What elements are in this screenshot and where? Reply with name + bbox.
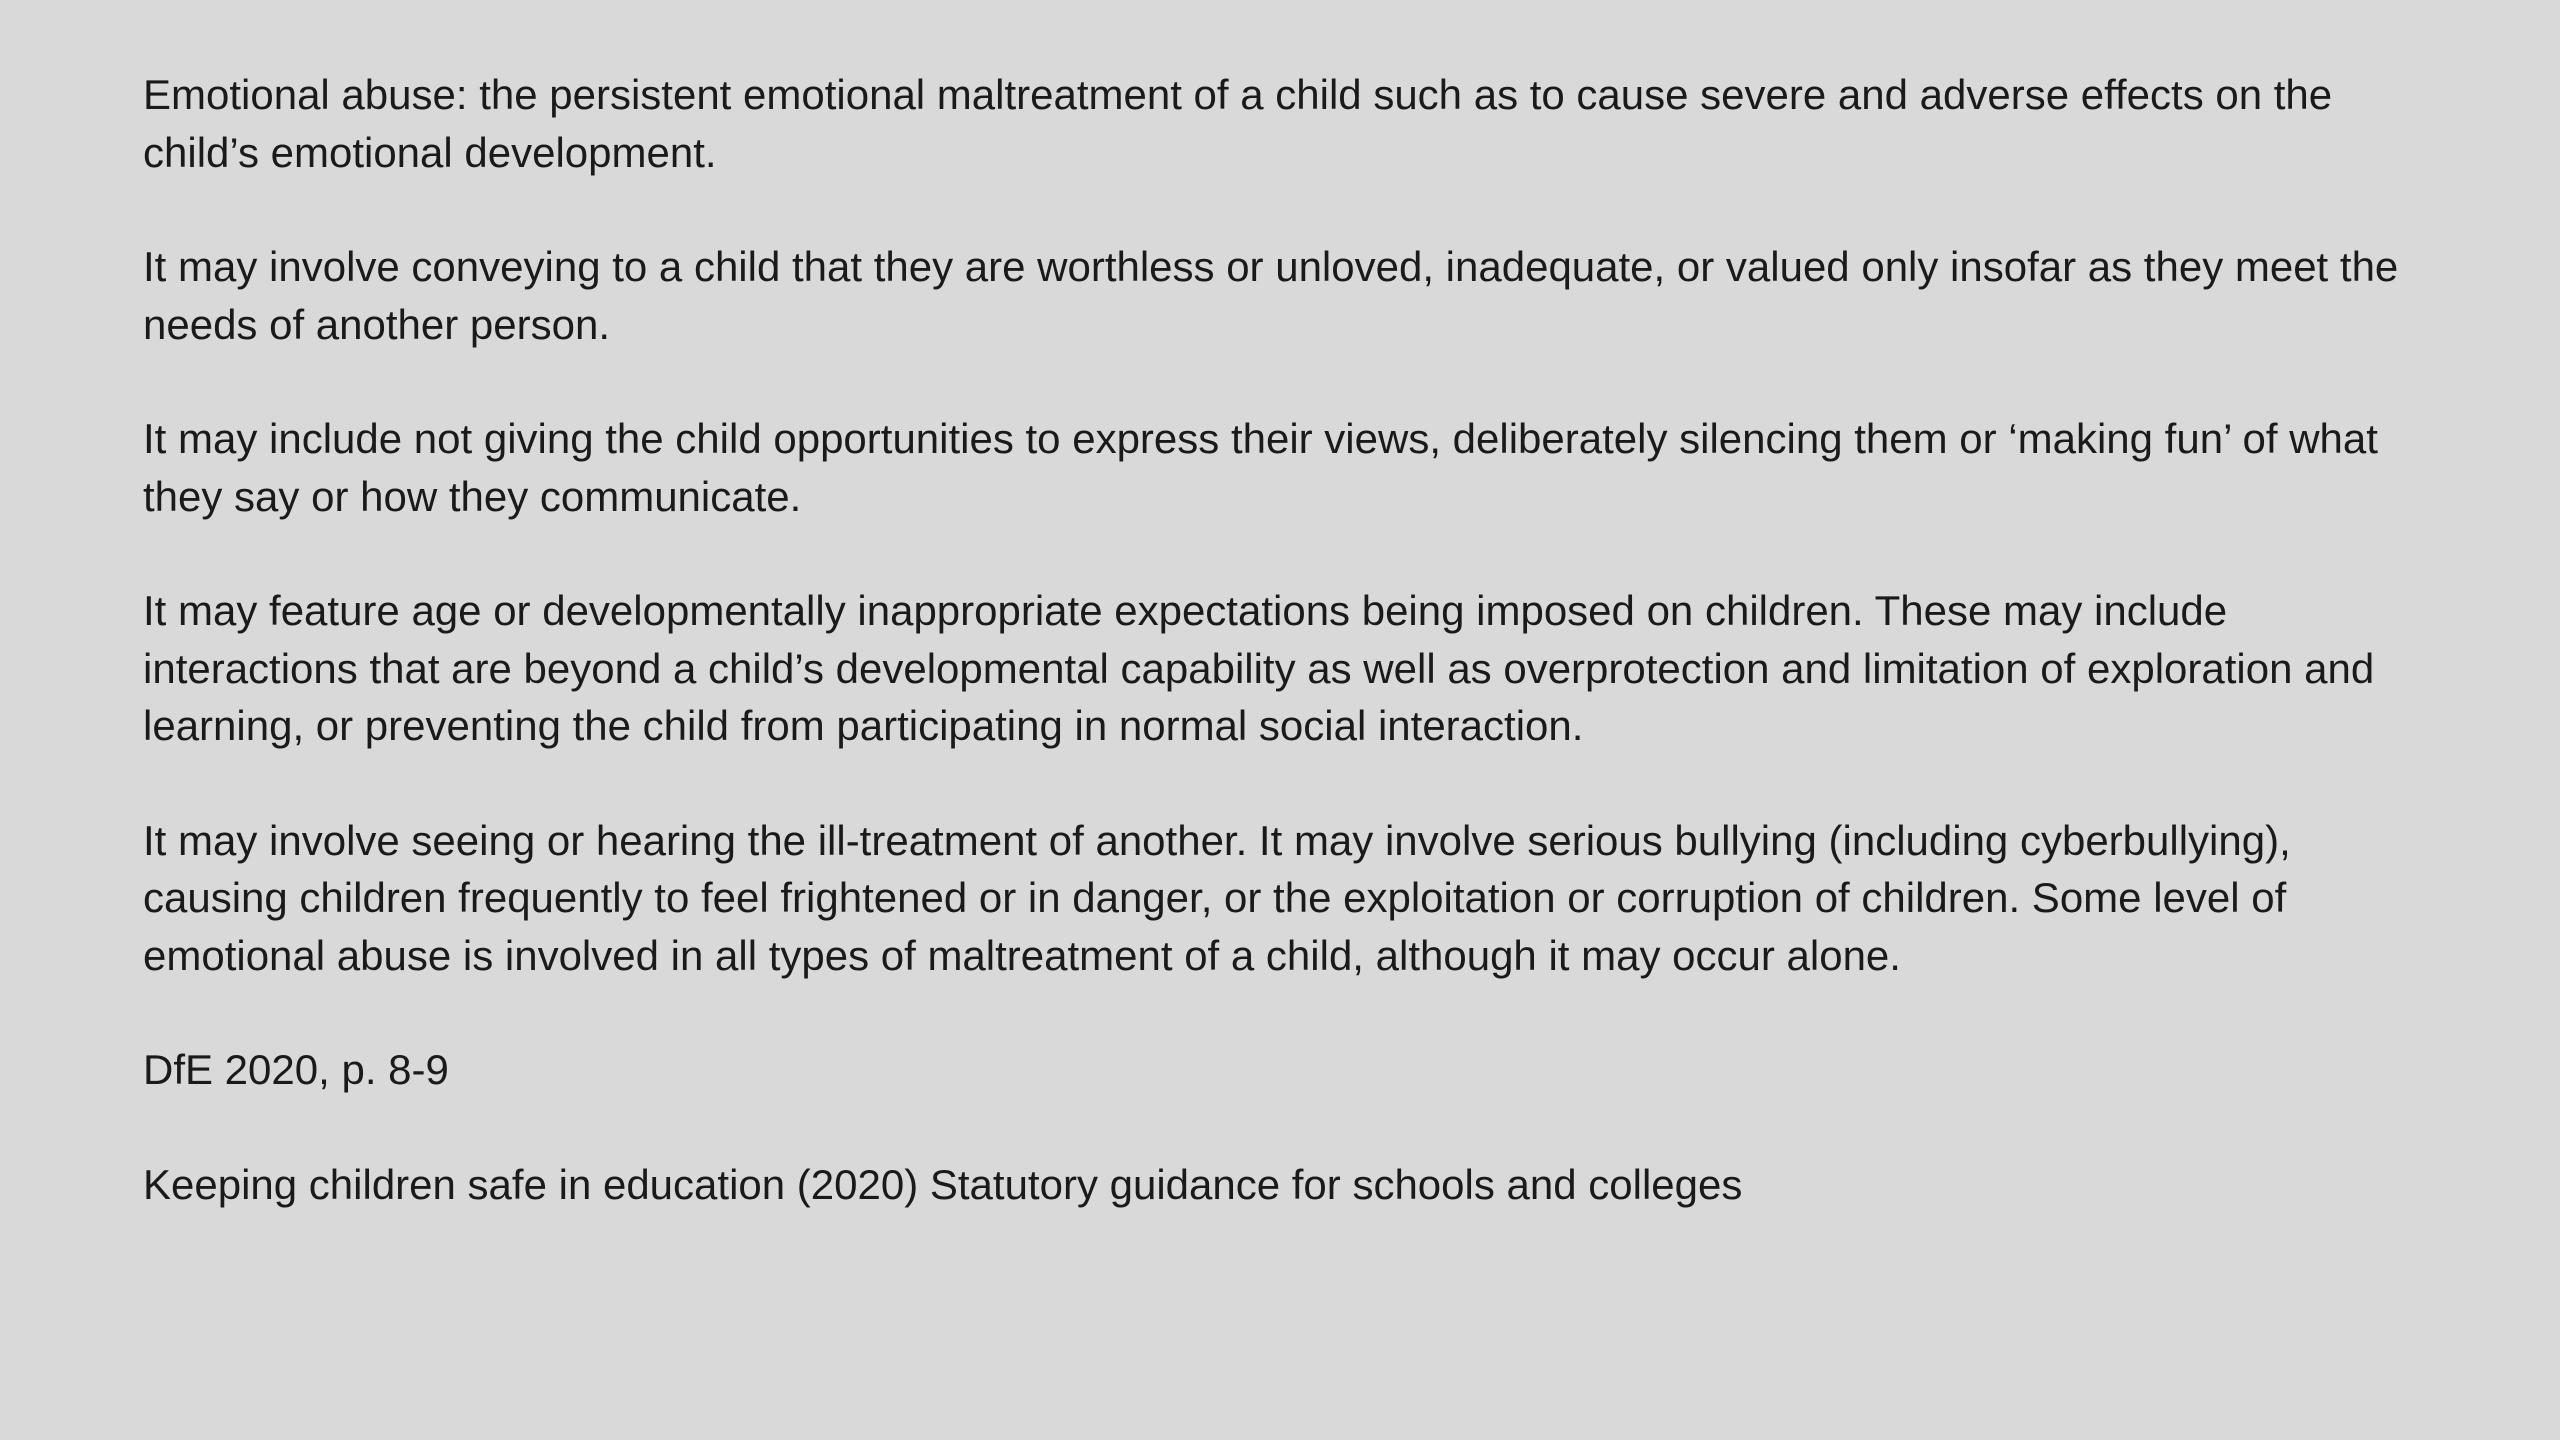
paragraph-definition: Emotional abuse: the persistent emotional maltreatment of a child such as to cause severe and adverse effects on the child’s emotional development. xyxy=(143,71,2333,176)
paragraph-worthless: It may involve conveying to a child that they are worthless or unloved, inadequate, or valued only insofar as they meet the needs of another person. xyxy=(143,243,2399,348)
slide-text-body xyxy=(143,66,2443,1213)
citation: DfE 2020, p. 8-9 xyxy=(143,1046,449,1093)
paragraph-expectations: It may feature age or developmentally inappropriate expectations being imposed on children. These may include interactions that are beyond a child’s developmental capability as well as overprotection and limitation of exploration and learning, or preventing the child from participating in normal social interaction. xyxy=(143,587,2375,749)
paragraph-silencing: It may include not giving the child opportunities to express their views, deliberately silencing them or ‘making fun’ of what they say or how they communicate. xyxy=(143,415,2378,520)
paragraph-ill-treatment: It may involve seeing or hearing the ill-treatment of another. It may involve serious bullying (including cyberbullying), causing children frequently to feel frightened or in danger, or the exploitation or corruption of children. Some level of emotional abuse is involved in all types of maltreatment of a child, although it may occur alone. xyxy=(143,816,2291,979)
source-reference: Keeping children safe in education (2020) Statutory guidance for schools and colleges xyxy=(143,1160,1743,1208)
